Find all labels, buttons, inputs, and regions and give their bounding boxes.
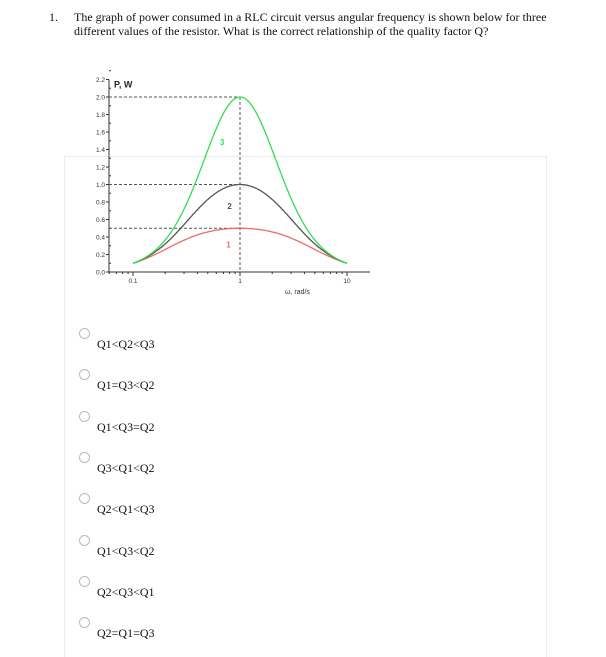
question-text: The graph of power consumed in a RLC circuit versus angular frequency is shown below for three different values of the resistor. What is the correct relationship of the quality factor Q? bbox=[74, 10, 547, 38]
y-tick-label: 1.8 bbox=[95, 112, 105, 119]
y-tick-label: 0.4 bbox=[95, 234, 105, 242]
y-tick-label: 1.2 bbox=[95, 164, 105, 172]
option-label: Q1<Q3<Q2 bbox=[97, 543, 155, 558]
option-label: Q2=Q1=Q3 bbox=[97, 626, 155, 641]
y-tick-label: 1.4 bbox=[95, 147, 105, 154]
y-tick-label: 0.6 bbox=[95, 217, 105, 224]
option-radio[interactable] bbox=[79, 452, 90, 463]
y-tick-label: 0.8 bbox=[95, 199, 105, 207]
y-tick-label: 1.0 bbox=[95, 182, 105, 189]
y-tick-label: 0.2 bbox=[95, 252, 105, 259]
question-number: 1. bbox=[49, 10, 58, 24]
x-tick-label: 0.1 bbox=[128, 278, 138, 285]
option-label: Q2<Q3<Q1 bbox=[97, 584, 155, 599]
option-label: Q1<Q3=Q2 bbox=[97, 419, 155, 434]
y-axis-label: P, W bbox=[114, 79, 133, 90]
y-tick-label: 2.2 bbox=[95, 77, 105, 84]
option-radio[interactable] bbox=[79, 535, 90, 546]
series-label: 3 bbox=[219, 138, 225, 148]
option-label: Q2<Q1<Q3 bbox=[97, 502, 155, 517]
y-tick-label: 2.0 bbox=[95, 94, 105, 102]
y-tick-label: 1.6 bbox=[95, 129, 105, 137]
option-radio[interactable] bbox=[79, 411, 90, 422]
option-label: Q1=Q3<Q2 bbox=[97, 378, 155, 393]
series-label: 2 bbox=[227, 202, 232, 211]
y-tick-label: 0.0 bbox=[95, 269, 105, 277]
x-tick-label: 10 bbox=[343, 278, 351, 285]
option-label: Q3<Q1<Q2 bbox=[97, 460, 155, 475]
series-label: 1 bbox=[226, 240, 231, 250]
option-radio[interactable] bbox=[79, 576, 90, 587]
option-radio[interactable] bbox=[79, 328, 90, 339]
x-axis-label: ω, rad/s bbox=[285, 289, 310, 296]
x-tick-label: 1 bbox=[238, 278, 242, 285]
power-vs-frequency-chart bbox=[60, 70, 370, 300]
option-label: Q1<Q2<Q3 bbox=[97, 337, 155, 351]
